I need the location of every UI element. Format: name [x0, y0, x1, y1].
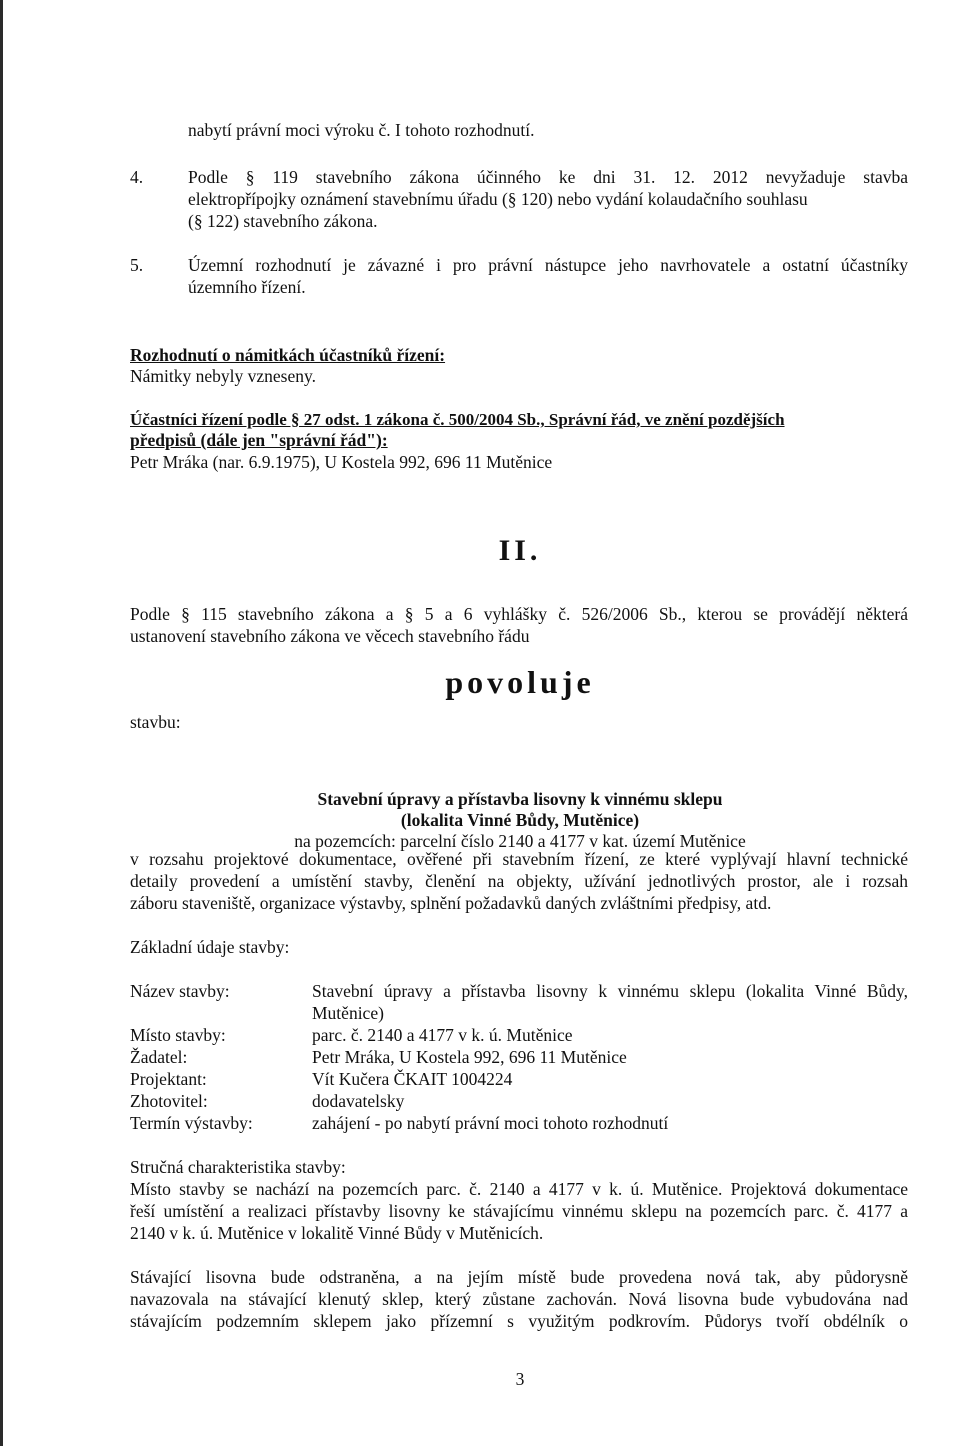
row-label-designer: Projektant: — [130, 1069, 207, 1089]
characteristics-line-2: řeší umístění a realizaci přístavby lisovny ke stávajícímu vinnému sklepu na pozemcích parc. č. 4177 a — [130, 1201, 908, 1221]
participants-heading-line-2: předpisů (dále jen "správní řád"): — [130, 430, 388, 450]
project-parcels: na pozemcích: parcelní číslo 2140 a 4177 v kat. území Mutěnice — [294, 831, 746, 851]
existing-line-2: navazovala na stávající klenutý sklep, který zůstane zachován. Nová lisovna bude vybudována nad — [130, 1289, 908, 1309]
item-5-line-1: Územní rozhodnutí je závazné i pro právní nástupce jeho navrhovatele a ostatní účastníky — [188, 255, 908, 275]
row-label-applicant: Žadatel: — [130, 1047, 188, 1067]
existing-line-1: Stávající lisovna bude odstraněna, a na jejím místě bude provedena nová tak, aby půdorysně — [130, 1267, 908, 1287]
section-2-line-2: ustanovení stavebního zákona ve věcech stavebního řádu — [130, 626, 530, 646]
item-5-number: 5. — [130, 255, 144, 275]
row-value-name-cont: Mutěnice) — [312, 1003, 384, 1023]
participant-person: Petr Mráka (nar. 6.9.1975), U Kostela 992, 696 11 Mutěnice — [130, 452, 553, 472]
decision-verb: povoluje — [445, 664, 595, 700]
row-value-contractor: dodavatelsky — [312, 1091, 405, 1111]
item-4-line-2: elektropřípojky oznámení stavebnímu úřadu (§ 120) nebo vydání kolaudačního souhlasu — [188, 189, 808, 209]
scope-line-3: záboru staveniště, organizace výstavby, splnění požadavků daných zvláštními předpisy, atd. — [130, 893, 772, 913]
row-value-location: parc. č. 2140 a 4177 v k. ú. Mutěnice — [312, 1025, 573, 1045]
project-location: (lokalita Vinné Bůdy, Mutěnice) — [400, 810, 640, 830]
row-value-designer: Vít Kučera ČKAIT 1004224 — [312, 1069, 513, 1089]
basic-data-heading: Základní údaje stavby: — [130, 937, 290, 957]
page-number: 3 — [515, 1369, 525, 1389]
row-label-location: Místo stavby: — [130, 1025, 226, 1045]
scope-line-2: detaily provedení a umístění stavby, členění na objekty, užívání jednotlivých prostor, ale i rozsah — [130, 871, 908, 891]
section-2-line-1: Podle § 115 stavebního zákona a § 5 a 6 vyhlášky č. 526/2006 Sb., kterou se provádějí některá — [130, 604, 908, 624]
item-4-line-3: (§ 122) stavebního zákona. — [188, 211, 378, 231]
characteristics-line-3: 2140 v k. ú. Mutěnice v lokalitě Vinné Bůdy v Mutěnicích. — [130, 1223, 544, 1243]
scan-left-edge — [0, 0, 3, 1446]
characteristics-line-1: Místo stavby se nachází na pozemcích parc. č. 2140 a 4177 v k. ú. Mutěnice. Projektová dokumentace — [130, 1179, 908, 1199]
project-title: Stavební úpravy a přístavba lisovny k vinnému sklepu — [317, 789, 723, 809]
characteristics-heading: Stručná charakteristika stavby: — [130, 1157, 346, 1177]
item-4-number: 4. — [130, 167, 144, 187]
participants-heading-line-1: Účastníci řízení podle § 27 odst. 1 zákona č. 500/2004 Sb., Správní řád, ve znění pozdějších — [130, 410, 785, 429]
row-value-schedule: zahájení - po nabytí právní moci tohoto rozhodnutí — [312, 1113, 669, 1133]
scope-line-1: v rozsahu projektové dokumentace, ověřené při stavebním řízení, ze které vyplývají hlavní technické — [130, 849, 908, 869]
section-roman-numeral: II. — [498, 534, 542, 567]
row-label-schedule: Termín výstavby: — [130, 1113, 253, 1133]
item-4-line-1: Podle § 119 stavebního zákona účinného ke dni 31. 12. 2012 nevyžaduje stavba — [188, 167, 908, 187]
row-value-applicant: Petr Mráka, U Kostela 992, 696 11 Mutěnice — [312, 1047, 627, 1067]
objections-heading: Rozhodnutí o námitkách účastníků řízení: — [130, 345, 446, 365]
existing-line-3: stávajícím podzemním sklepem jako přízemní s využitým podkrovím. Půdorys tvoří obdélník o — [130, 1311, 908, 1331]
row-label-name: Název stavby: — [130, 981, 230, 1001]
objections-text: Námitky nebyly vzneseny. — [130, 366, 316, 386]
stavbu-label: stavbu: — [130, 712, 181, 732]
row-value-name: Stavební úpravy a přístavba lisovny k vinnému sklepu (lokalita Vinné Bůdy, — [312, 981, 908, 1001]
item-5-line-2: územního řízení. — [188, 277, 306, 297]
intro-line: nabytí právní moci výroku č. I tohoto rozhodnutí. — [188, 120, 535, 140]
row-label-contractor: Zhotovitel: — [130, 1091, 208, 1111]
